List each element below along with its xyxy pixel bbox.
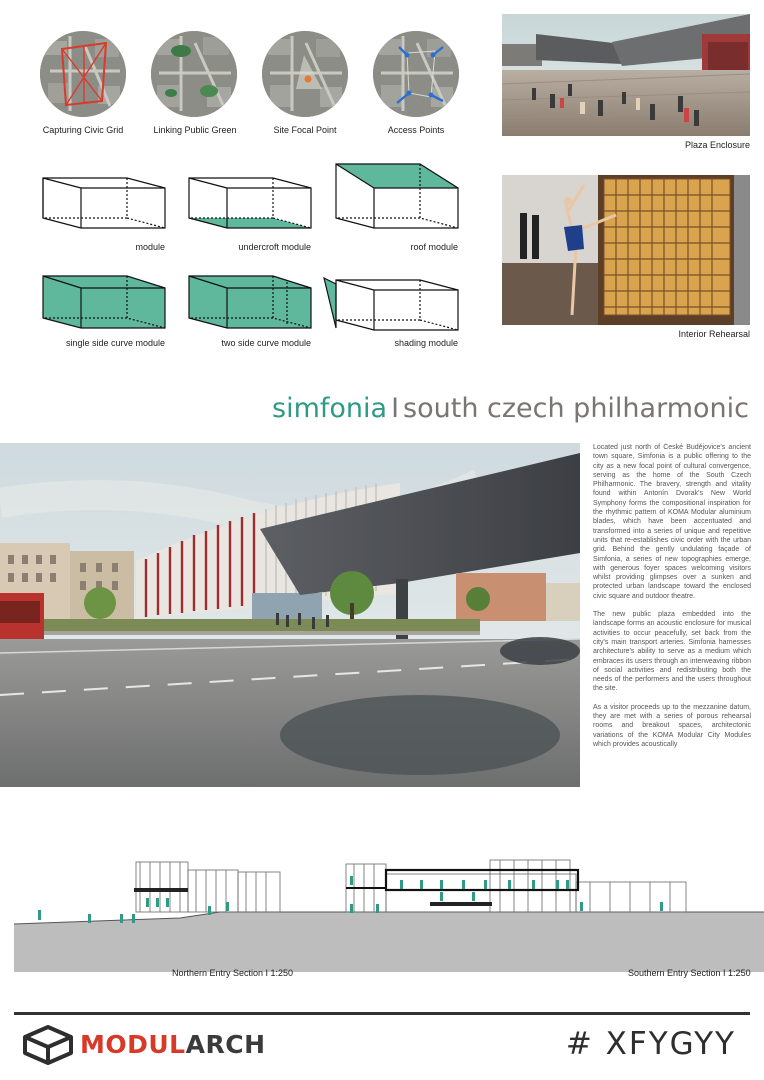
- project-description: [593, 443, 751, 787]
- project-title-divider: I: [391, 393, 400, 424]
- modularch-cube-logo-icon: [22, 1024, 74, 1071]
- building-sections-drawing: [0, 850, 764, 978]
- focal-point-map-icon: [262, 31, 348, 117]
- modularch-wordmark: [80, 1030, 266, 1059]
- module-diagram-basic: [41, 176, 167, 230]
- hero-exterior-render: [0, 443, 580, 787]
- description-paragraph: The new public plaza embedded into the landscape forms an acoustic enclosure for musical activities to occur peacefully, set back from the city's main transport arteries. Simfonia harnesses architecture's ability to serve as a medium which embraces its users through an interweaving ribbon of social activities and redistributing both the needs of the performers and the users throughout the site.: [593, 611, 751, 693]
- module-label: two side curve module: [221, 338, 311, 348]
- module-diagram-shading: [322, 276, 460, 332]
- description-paragraph: As a visitor proceeds up to the mezzanine datum, they are met with a series of porous rehearsal rooms and breakout spaces, architectonic variations of the KOMA Modular City Modules which provides acoustically: [593, 703, 751, 748]
- project-title: [0, 393, 749, 424]
- module-label: shading module: [394, 338, 458, 348]
- site-diagram-civic-grid: [40, 31, 126, 117]
- module-diagram-two-side-curve: [187, 274, 313, 330]
- project-title-accent: simfonia: [272, 393, 388, 424]
- plaza-enclosure-caption: Plaza Enclosure: [684, 140, 750, 150]
- public-green-map-icon: [151, 31, 237, 117]
- interior-rehearsal-caption: Interior Rehearsal: [678, 329, 750, 339]
- site-diagram-label: Linking Public Green: [153, 125, 237, 135]
- northern-section-label: Northern Entry Section I 1:250: [172, 968, 294, 978]
- site-diagram-label: Capturing Civic Grid: [42, 125, 124, 135]
- site-diagram-access-points: [373, 31, 459, 117]
- interior-rehearsal-render: [502, 175, 750, 325]
- footer-divider: [14, 1012, 750, 1015]
- wordmark-part-b: ARCH: [185, 1030, 266, 1059]
- plaza-enclosure-render: [502, 14, 750, 136]
- module-label: undercroft module: [238, 242, 311, 252]
- site-diagram-label: Site Focal Point: [273, 125, 337, 135]
- module-diagram-roof: [334, 162, 460, 230]
- module-label: roof module: [410, 242, 458, 252]
- site-diagram-focal-point: [262, 31, 348, 117]
- module-label: single side curve module: [65, 338, 165, 348]
- site-diagram-public-green: [151, 31, 237, 117]
- module-label: module: [135, 242, 165, 252]
- description-paragraph: Located just north of České Budějovice's ancient town square, Simfonia is a public offering to the city as a new focal point of cultural convergence, serving as the home of the South Czech Philharmonic. The bravery, strength and vitality found within Antonín Dvorak's New World Symphony forms the compositional inspiration for the rhythmic pattern of KOMA Modular aluminium blades, which have been accentuated and transformed into a series of unique and repetitive units that re-establishes civic order with the urban grid. Behind the gently undulating façade of Simfonia, a series of new topographies emerge, with generous foyer spaces welcoming visitors whilst providing glimpses over a sunken and protected urban landscape toward the enclosed civic square and outdoor theatre.: [593, 444, 751, 600]
- access-points-map-icon: [373, 31, 459, 117]
- site-diagram-label: Access Points: [387, 125, 445, 135]
- project-title-main: south czech philharmonic: [403, 393, 749, 424]
- southern-section-label: Southern Entry Section I 1:250: [628, 968, 751, 978]
- civic-grid-map-icon: [40, 31, 126, 117]
- wordmark-part-a: MODUL: [80, 1030, 186, 1059]
- project-hashtag: # XFYGYY: [565, 1026, 736, 1062]
- module-diagram-undercroft: [187, 176, 313, 230]
- module-diagram-single-side-curve: [41, 274, 167, 330]
